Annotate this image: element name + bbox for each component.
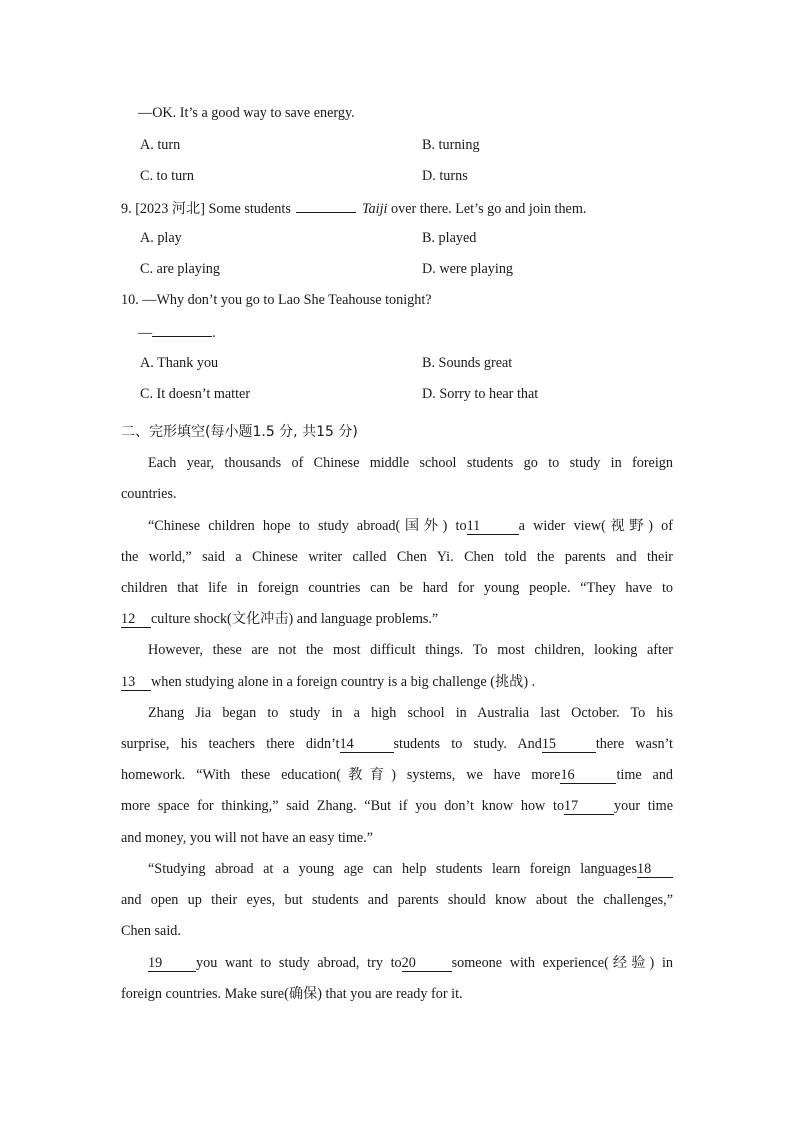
- q9-italic-word: Taiji: [361, 201, 388, 217]
- q9-stem: [121, 198, 586, 218]
- passage-p2-line3: children that life in foreign countries can be hard for young people. “They have to: [121, 580, 673, 596]
- section-title-cloze: 二、完形填空(每小题1.5 分, 共15 分): [121, 424, 358, 440]
- passage-text: time and: [616, 767, 674, 783]
- passage-text: your time: [614, 798, 673, 814]
- passage-text: culture shock(文化冲击) and language problems.”: [151, 611, 439, 627]
- passage-p2-line4: [121, 610, 438, 628]
- passage-text: “Chinese children hope to study abroad(国外) to: [148, 518, 467, 534]
- q10-answer-line: [138, 322, 216, 342]
- blank-16: 16: [560, 768, 616, 784]
- passage-p5-line3: Chen said.: [121, 923, 181, 939]
- passage-text: there wasn’t: [595, 736, 674, 752]
- blank-12: 12: [121, 612, 151, 628]
- passage-p3-line1: However, these are not the most difficult things. To most children, looking after: [148, 642, 673, 658]
- passage-text: someone with experience(经验) in: [451, 955, 673, 971]
- q10-dash: —: [138, 325, 153, 341]
- q10-answer-blank: [152, 322, 212, 337]
- blank-17: 17: [564, 799, 614, 815]
- passage-p1-line1: Each year, thousands of Chinese middle school students go to study in foreign: [148, 455, 673, 471]
- q8-option-d: D. turns: [422, 168, 468, 184]
- passage-p5-line2: and open up their eyes, but students and parents should know about the challenges,”: [121, 892, 673, 908]
- passage-text: homework. “With these education(教育) systems, we have more: [121, 767, 561, 783]
- blank-11: 11: [467, 519, 519, 535]
- blank-19: 19: [148, 956, 196, 972]
- q9-prefix: 9. [2023 河北] Some students: [121, 201, 295, 217]
- q9-answer-blank: [296, 198, 356, 213]
- q9-option-c: C. are playing: [140, 261, 220, 277]
- q10-option-b: B. Sounds great: [422, 355, 513, 371]
- passage-p4-line3: [121, 766, 673, 784]
- q10-question: 10. —Why don’t you go to Lao She Teahouse tonight?: [121, 292, 432, 308]
- passage-p4-line4: [121, 797, 673, 815]
- q10-option-d: D. Sorry to hear that: [422, 386, 539, 402]
- passage-text: when studying alone in a foreign country is a big challenge (挑战) .: [151, 674, 536, 690]
- passage-p6-line1: [148, 954, 673, 972]
- q8-option-c: C. to turn: [140, 168, 194, 184]
- passage-text: more space for thinking,” said Zhang. “But if you don’t know how to: [121, 798, 565, 814]
- passage-p1-line2: countries.: [121, 486, 177, 502]
- passage-p4-line5: and money, you will not have an easy time.”: [121, 830, 374, 846]
- q9-option-a: A. play: [140, 230, 182, 246]
- passage-p2-line2: the world,” said a Chinese writer called Chen Yi. Chen told the parents and their: [121, 549, 673, 565]
- blank-18: 18: [637, 862, 673, 878]
- q9-option-b: B. played: [422, 230, 477, 246]
- blank-13: 13: [121, 675, 151, 691]
- passage-p4-line1: Zhang Jia began to study in a high school in Australia last October. To his: [148, 705, 673, 721]
- q10-period: .: [212, 325, 216, 341]
- blank-14: 14: [340, 737, 394, 753]
- passage-text: surprise, his teachers there didn’t: [121, 736, 340, 752]
- q10-option-a: A. Thank you: [140, 355, 219, 371]
- passage-text: you want to study abroad, try to: [196, 955, 402, 971]
- passage-p2-line1: [148, 517, 673, 535]
- q10-option-c: C. It doesn’t matter: [140, 386, 251, 402]
- passage-p5-line1: [148, 860, 673, 878]
- passage-text: “Studying abroad at a young age can help students learn foreign languages: [148, 861, 637, 877]
- q8-option-a: A. turn: [140, 137, 181, 153]
- passage-text: a wider view(视野) of: [518, 518, 673, 534]
- blank-20: 20: [402, 956, 452, 972]
- q8-response: —OK. It’s a good way to save energy.: [138, 105, 355, 121]
- q9-option-d: D. were playing: [422, 261, 514, 277]
- passage-text: students to study. And: [393, 736, 542, 752]
- passage-p4-line2: [121, 735, 673, 753]
- q9-suffix: over there. Let’s go and join them.: [387, 201, 587, 217]
- blank-15: 15: [542, 737, 596, 753]
- passage-p3-line2: [121, 673, 535, 691]
- passage-p6-line2: foreign countries. Make sure(确保) that you are ready for it.: [121, 986, 463, 1002]
- q8-option-b: B. turning: [422, 137, 480, 153]
